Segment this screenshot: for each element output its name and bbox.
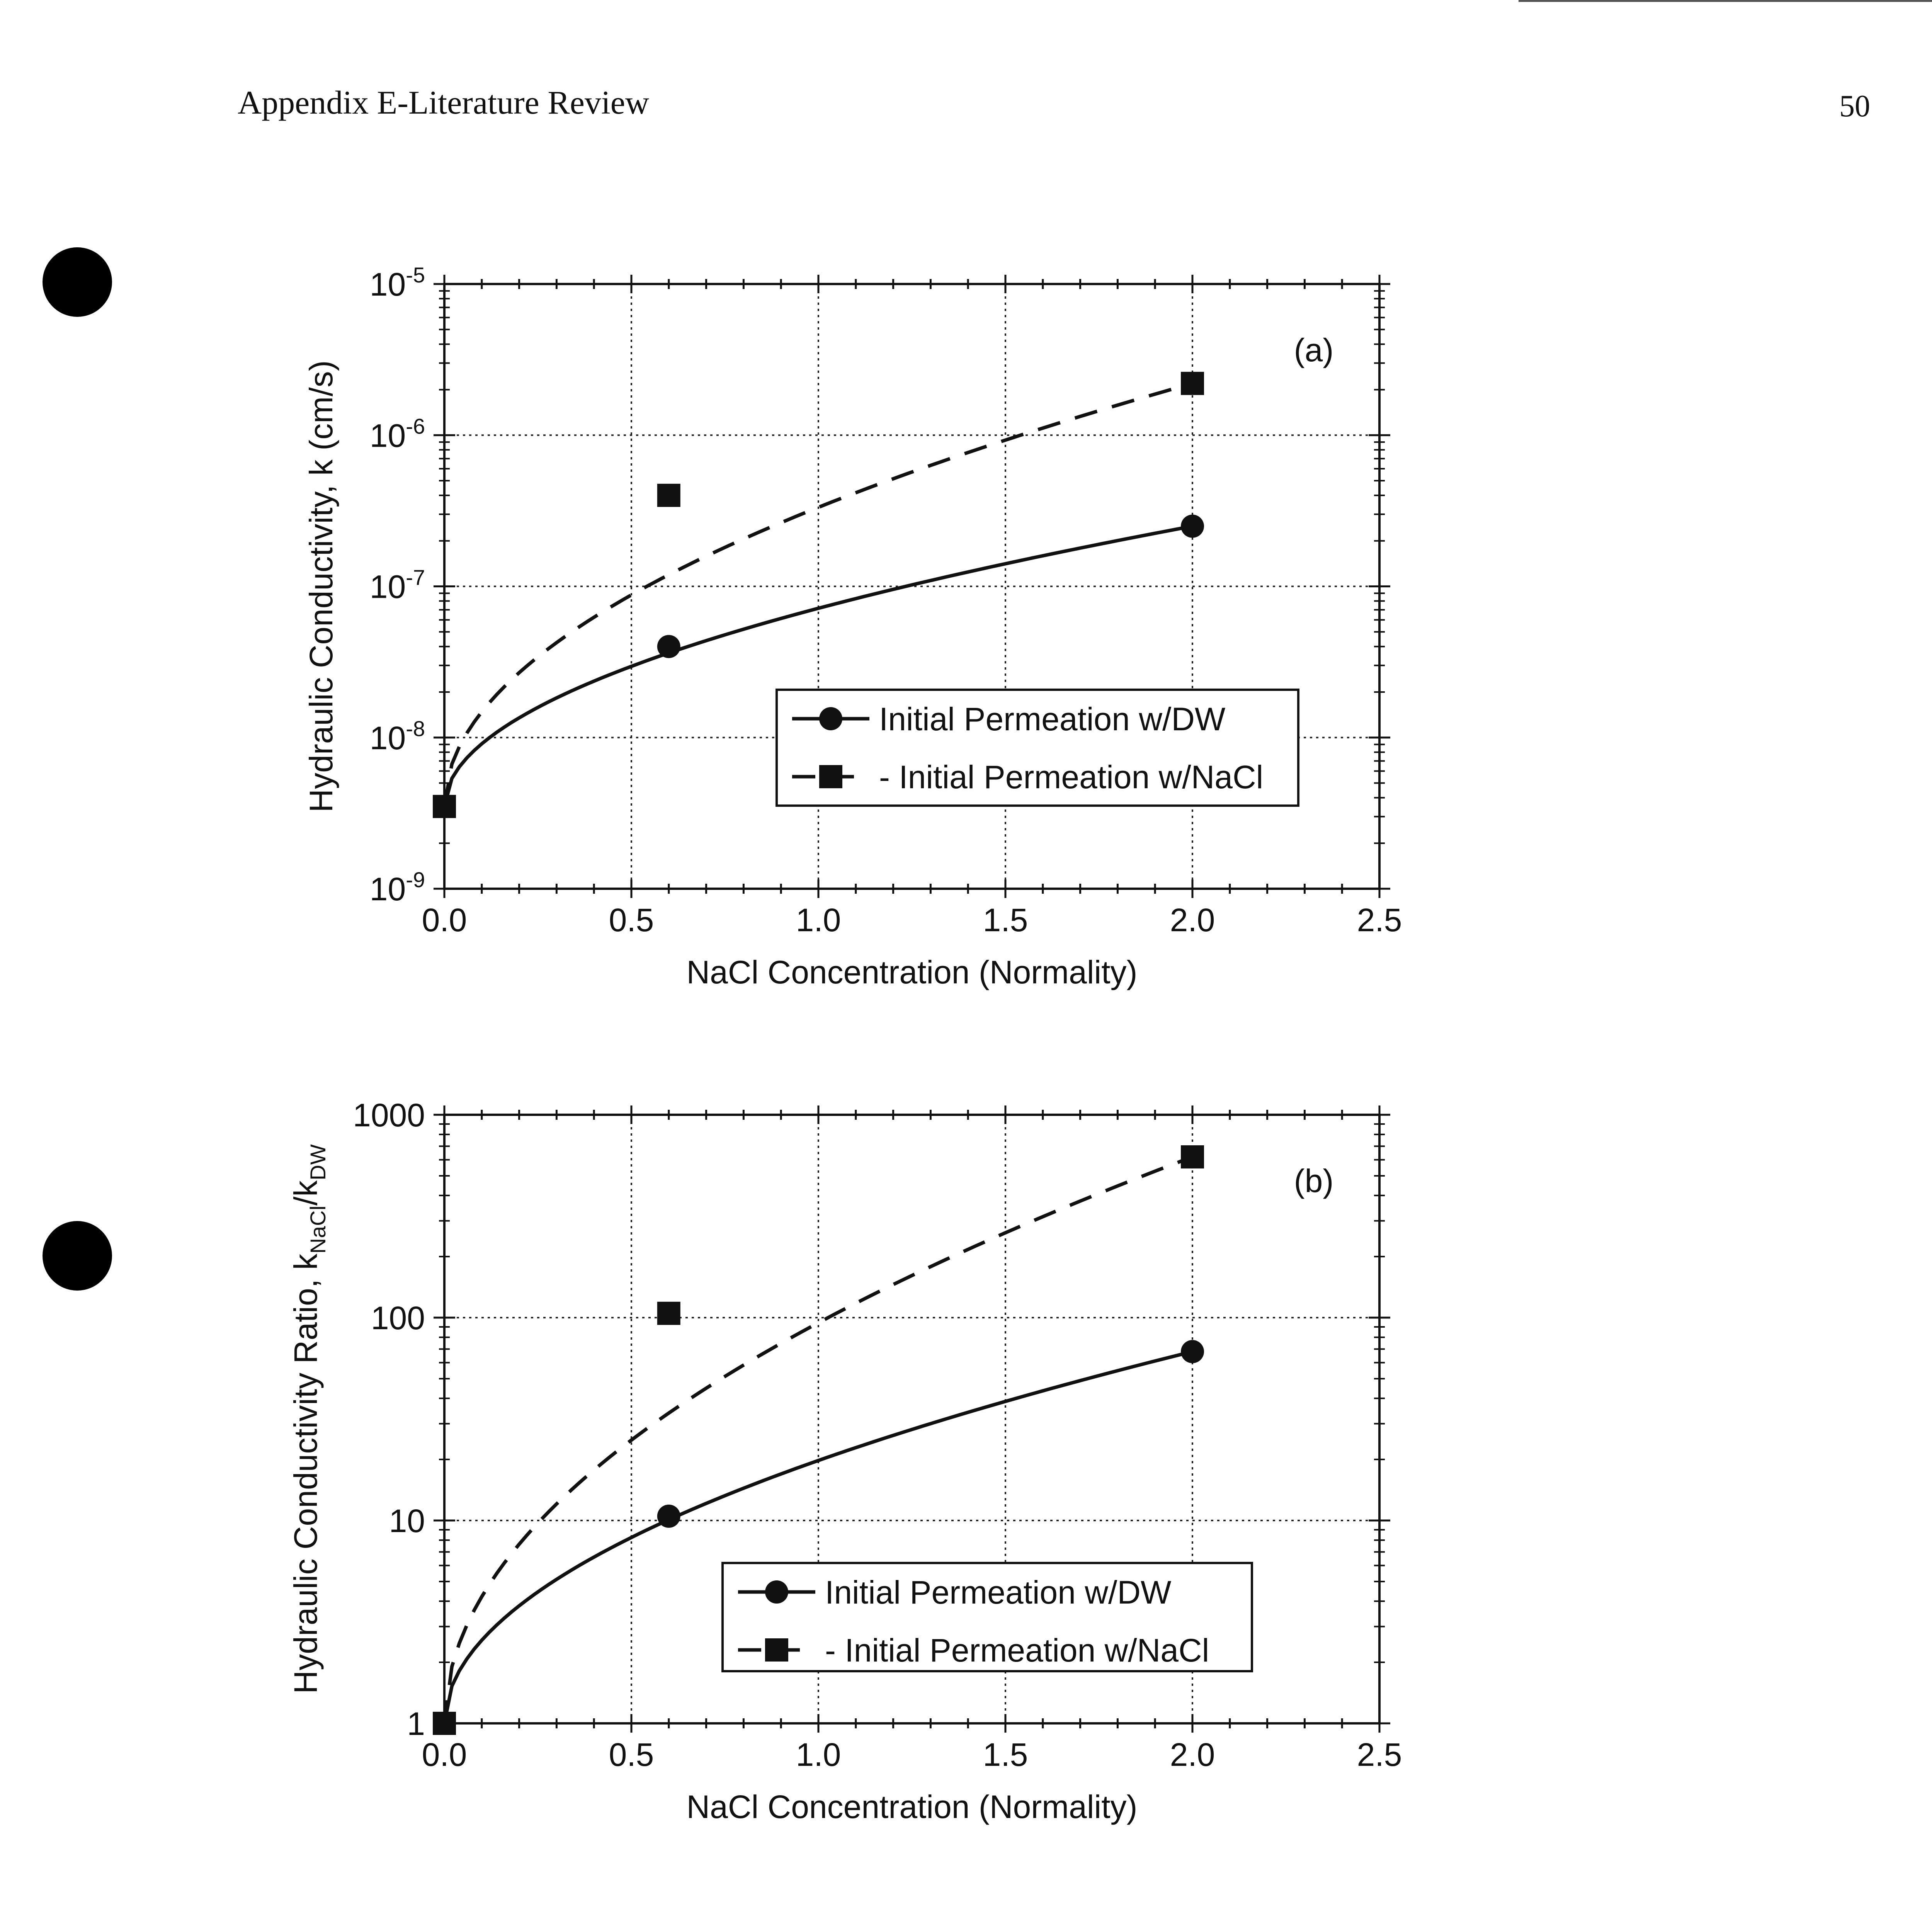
data-point-circle — [657, 1505, 680, 1528]
x-tick-label: 0.5 — [609, 902, 654, 938]
y-tick-label: 1000 — [353, 1097, 425, 1133]
x-tick-label: 2.5 — [1357, 902, 1402, 938]
running-header: Appendix E-Literature Review — [238, 84, 650, 121]
y-tick-label: 1 — [407, 1706, 425, 1742]
y-axis-label: Hydraulic Conductivity, k (cm/s) — [303, 360, 339, 813]
x-tick-label: 1.0 — [796, 1736, 841, 1773]
legend-marker-square — [765, 1638, 788, 1662]
legend-label: Initial Permeation w/DW — [825, 1574, 1172, 1611]
y-tick-label: $10^{-9}$ — [369, 867, 425, 907]
x-tick-label: 0.0 — [422, 1736, 467, 1773]
x-axis-label: NaCl Concentration (Normality) — [686, 1789, 1138, 1825]
y-tick-label: $10^{-8}$ — [369, 716, 425, 756]
x-tick-label: 2.0 — [1170, 902, 1215, 938]
data-point-square — [657, 1302, 680, 1325]
y-tick-label: 10 — [389, 1503, 425, 1539]
y-tick-label: $10^{-7}$ — [369, 565, 425, 605]
x-axis-label: NaCl Concentration (Normality) — [686, 954, 1138, 990]
x-tick-label: 2.0 — [1170, 1736, 1215, 1773]
x-tick-label: 1.0 — [796, 902, 841, 938]
panel-label: (a) — [1294, 332, 1334, 368]
x-tick-label: 0.0 — [422, 902, 467, 938]
x-tick-label: 0.5 — [609, 1736, 654, 1773]
y-tick-label: $10^{-5}$ — [369, 263, 425, 303]
legend-label: - Initial Permeation w/NaCl — [825, 1632, 1209, 1668]
legend-label: Initial Permeation w/DW — [879, 701, 1226, 737]
y-axis-label: Hydraulic Conductivity Ratio, $k_{NaCl}/k_{DW}$ — [287, 1144, 330, 1694]
page-number: 50 — [1839, 89, 1870, 123]
legend-marker-circle — [765, 1580, 788, 1604]
legend-label: - Initial Permeation w/NaCl — [879, 759, 1264, 795]
data-point-square — [1181, 1145, 1204, 1168]
x-tick-label: 2.5 — [1357, 1736, 1402, 1773]
panel-label: (b) — [1294, 1163, 1334, 1199]
data-point-circle — [1181, 1340, 1204, 1363]
y-tick-label: $10^{-6}$ — [369, 414, 425, 454]
x-tick-label: 1.5 — [983, 902, 1028, 938]
x-tick-label: 1.5 — [983, 1736, 1028, 1773]
y-tick-label: 100 — [371, 1300, 425, 1336]
data-point-square — [433, 1712, 456, 1735]
